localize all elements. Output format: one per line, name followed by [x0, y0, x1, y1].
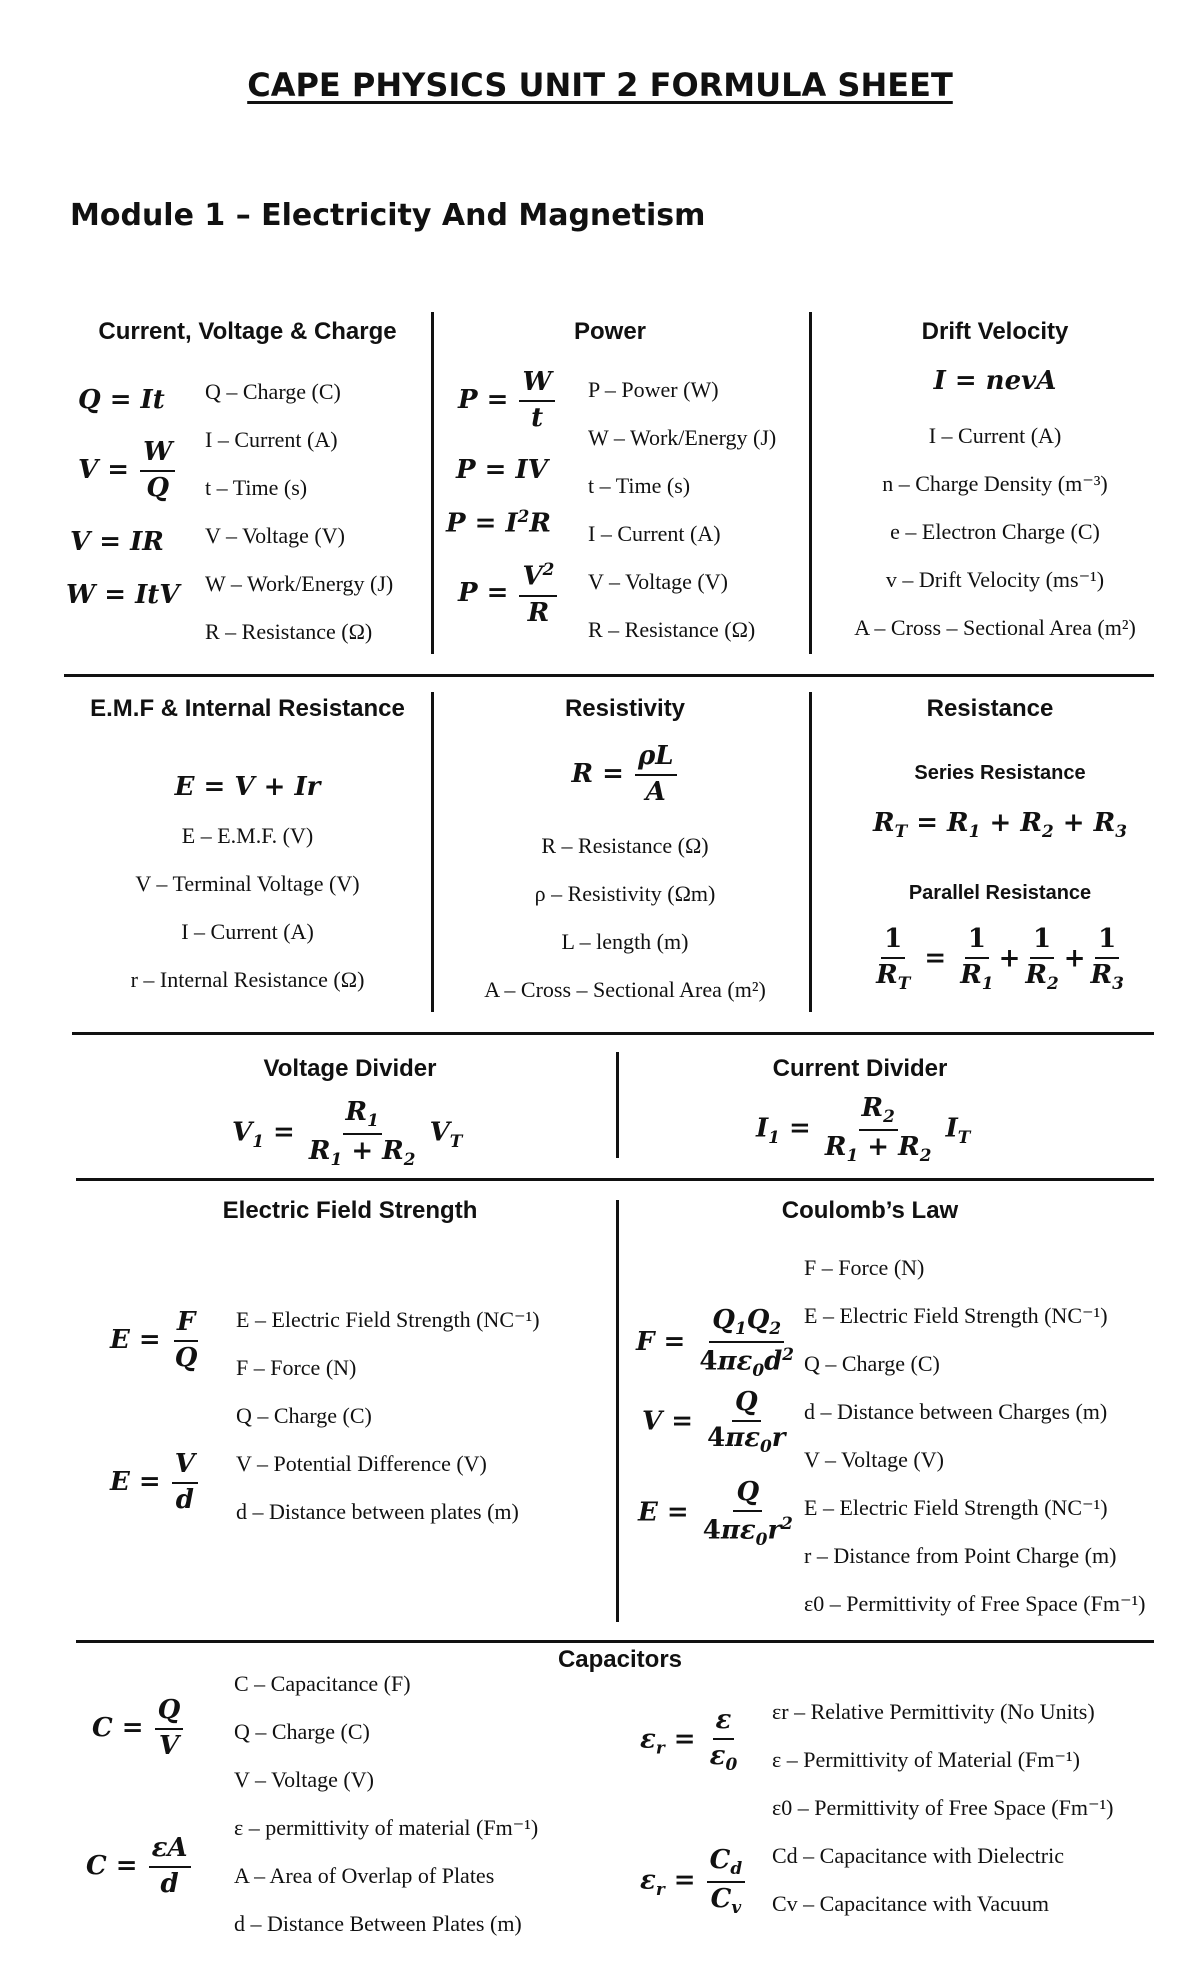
legend-item: V – Voltage (V) — [588, 569, 728, 594]
legend-item: Q – Charge (C) — [804, 1351, 940, 1376]
legend-item: t – Time (s) — [205, 475, 308, 500]
legend-item: εr – Relative Permittivity (No Units) — [772, 1699, 1095, 1724]
legend-item: d – Distance between plates (m) — [236, 1499, 519, 1524]
legend-item: Q – Charge (C) — [205, 379, 341, 404]
legend-item: R – Resistance (Ω) — [541, 833, 709, 858]
divider — [809, 312, 812, 654]
legend-item: I – Current (A) — [588, 521, 721, 546]
legend-item: ρ – Resistivity (Ωm) — [534, 881, 716, 906]
legend-item: I – Current (A) — [205, 427, 338, 452]
legend-item: W – Work/Energy (J) — [588, 425, 777, 450]
legend-item: d – Distance between Charges (m) — [804, 1399, 1108, 1424]
legend-item: R – Resistance (Ω) — [588, 617, 756, 642]
section-heading-drift: Drift Velocity — [921, 318, 1069, 345]
legend-item: Q – Charge (C) — [234, 1719, 370, 1744]
formula-er-cd-cv: $\varepsilon_r$ = $\frac{C_d}{C_v}$ — [640, 1846, 747, 1917]
legend-item: F – Force (N) — [804, 1255, 925, 1280]
legend-capacitors-left — [234, 1660, 538, 1948]
legend-item: L – length (m) — [561, 929, 689, 954]
legend-item: ε – permittivity of material (Fm⁻¹) — [234, 1815, 539, 1840]
formula-v-ir: V = IR — [70, 527, 164, 557]
section-heading-coulomb: Coulomb’s Law — [781, 1197, 959, 1224]
divider — [616, 1052, 619, 1158]
legend-item: E – E.M.F. (V) — [181, 823, 314, 848]
formula-p-w-t: P = $\frac{W}{t}$ — [458, 368, 557, 434]
section-heading-emf: E.M.F & Internal Resistance — [90, 695, 405, 722]
legend-item: R – Resistance (Ω) — [205, 619, 373, 644]
legend-item: F – Force (N) — [236, 1355, 357, 1380]
legend-item: e – Electron Charge (C) — [890, 519, 1100, 544]
formula-p-v2-r: P = $\frac{V^2}{R}$ — [458, 560, 559, 628]
legend-drift — [820, 412, 1170, 652]
legend-item: ε0 – Permittivity of Free Space (Fm⁻¹) — [772, 1795, 1114, 1820]
legend-item: n – Charge Density (m⁻³) — [882, 471, 1108, 496]
formula-w-itv: W = ItV — [66, 580, 180, 610]
divider — [76, 1178, 1154, 1181]
divider — [64, 674, 1154, 677]
formula-er-e-e0: $\varepsilon_r$ = $\frac{\varepsilon}{\varepsilon_0}$ — [640, 1705, 738, 1775]
legend-item: C – Capacitance (F) — [234, 1671, 411, 1696]
formula-coulomb-field: E = $\frac{Q}{4\pi\varepsilon_0r^2}$ — [638, 1477, 793, 1549]
legend-item: ε – Permittivity of Material (Fm⁻¹) — [772, 1747, 1080, 1772]
section-heading-voltage-divider: Voltage Divider — [263, 1055, 437, 1082]
legend-item: Cv – Capacitance with Vacuum — [772, 1891, 1049, 1916]
legend-emf — [70, 812, 425, 1004]
legend-field — [236, 1296, 540, 1536]
legend-item: W – Work/Energy (J) — [205, 571, 394, 596]
legend-item: A – Cross – Sectional Area (m²) — [484, 977, 766, 1002]
page-title: CAPE PHYSICS UNIT 2 FORMULA SHEET — [247, 66, 953, 104]
formula-current-divider: $I_1$ = $\frac{R_2}{R_1 + R_2}$ $I_T$ — [756, 1093, 971, 1165]
legend-item: V – Potential Difference (V) — [236, 1451, 487, 1476]
series-resistance-heading: Series Resistance — [914, 762, 1086, 784]
legend-item: ε0 – Permittivity of Free Space (Fm⁻¹) — [804, 1591, 1146, 1616]
section-heading-power: Power — [573, 318, 647, 345]
section-heading-current: Current, Voltage & Charge — [98, 318, 397, 345]
formula-e-f-q: E = $\frac{F}{Q}$ — [110, 1307, 198, 1373]
legend-item: Cd – Capacitance with Dielectric — [772, 1843, 1064, 1868]
legend-item: r – Internal Resistance (Ω) — [130, 967, 365, 992]
formula-r-rho-l-a: R = $\frac{\rho L}{A}$ — [440, 742, 810, 808]
legend-power — [588, 366, 776, 654]
legend-item: V – Voltage (V) — [234, 1767, 374, 1792]
divider — [431, 312, 434, 654]
formula-parallel-resistance: $\frac{1}{R_T}$ = $\frac{1}{R_1}$ + $\frac{1}{R_2}$ + $\frac{1}{R_3}$ — [876, 924, 1124, 994]
formula-p-iv: P = IV — [456, 455, 548, 485]
formula-coulomb-voltage: V = $\frac{Q}{4\pi\varepsilon_0r}$ — [642, 1387, 786, 1457]
legend-item: E – Electric Field Strength (NC⁻¹) — [236, 1307, 540, 1332]
formula-series-resistance: $R_T = R_1 + R_2 + R_3$ — [872, 808, 1128, 842]
legend-current — [205, 368, 393, 656]
legend-item: v – Drift Velocity (ms⁻¹) — [885, 567, 1105, 592]
module-heading: Module 1 – Electricity And Magnetism — [70, 198, 706, 233]
legend-item: Q – Charge (C) — [236, 1403, 372, 1428]
formula-i-neva: I = nevA — [933, 366, 1057, 396]
legend-item: d – Distance Between Plates (m) — [234, 1911, 522, 1936]
legend-item: P – Power (W) — [588, 377, 719, 402]
parallel-resistance-heading: Parallel Resistance — [908, 882, 1092, 904]
legend-item: E – Electric Field Strength (NC⁻¹) — [804, 1495, 1108, 1520]
divider — [72, 1032, 1154, 1035]
formula-c-ea-d: C = $\frac{\varepsilon A}{d}$ — [86, 1834, 193, 1900]
section-heading-capacitors: Capacitors — [557, 1646, 683, 1673]
section-heading-resistance: Resistance — [926, 695, 1054, 722]
legend-item: A – Cross – Sectional Area (m²) — [854, 615, 1136, 640]
formula-c-q-v: C = $\frac{Q}{V}$ — [92, 1696, 185, 1762]
legend-item: V – Voltage (V) — [205, 523, 345, 548]
formula-voltage-divider: $V_1$ = $\frac{R_1}{R_1 + R_2}$ $V_T$ — [232, 1097, 463, 1169]
legend-item: E – Electric Field Strength (NC⁻¹) — [804, 1303, 1108, 1328]
section-heading-field: Electric Field Strength — [222, 1197, 478, 1224]
divider — [616, 1200, 619, 1622]
formula-v-w-q: V = $\frac{W}{Q}$ — [78, 438, 177, 504]
legend-item: t – Time (s) — [588, 473, 691, 498]
divider — [431, 692, 434, 1012]
formula-coulomb-force: F = $\frac{Q_1Q_2}{4\pi\varepsilon_0d^2}$ — [636, 1305, 795, 1380]
formula-e-v-ir: E = V + Ir — [174, 772, 321, 802]
section-heading-current-divider: Current Divider — [772, 1055, 948, 1082]
legend-item: A – Area of Overlap of Plates — [234, 1863, 495, 1888]
legend-coulomb — [804, 1244, 1146, 1628]
divider — [76, 1640, 1154, 1643]
legend-item: V – Voltage (V) — [804, 1447, 944, 1472]
formula-e-v-d: E = $\frac{V}{d}$ — [110, 1450, 200, 1516]
legend-item: I – Current (A) — [181, 919, 314, 944]
legend-item: V – Terminal Voltage (V) — [135, 871, 360, 896]
legend-capacitors-right — [772, 1688, 1114, 1928]
legend-item: I – Current (A) — [928, 423, 1062, 448]
legend-item: r – Distance from Point Charge (m) — [804, 1543, 1117, 1568]
section-heading-resistivity: Resistivity — [564, 695, 686, 722]
formula-p-i2r: $P = I^2R$ — [446, 506, 551, 539]
formula-q-it: Q = It — [78, 385, 165, 415]
legend-resistivity — [440, 822, 810, 1014]
